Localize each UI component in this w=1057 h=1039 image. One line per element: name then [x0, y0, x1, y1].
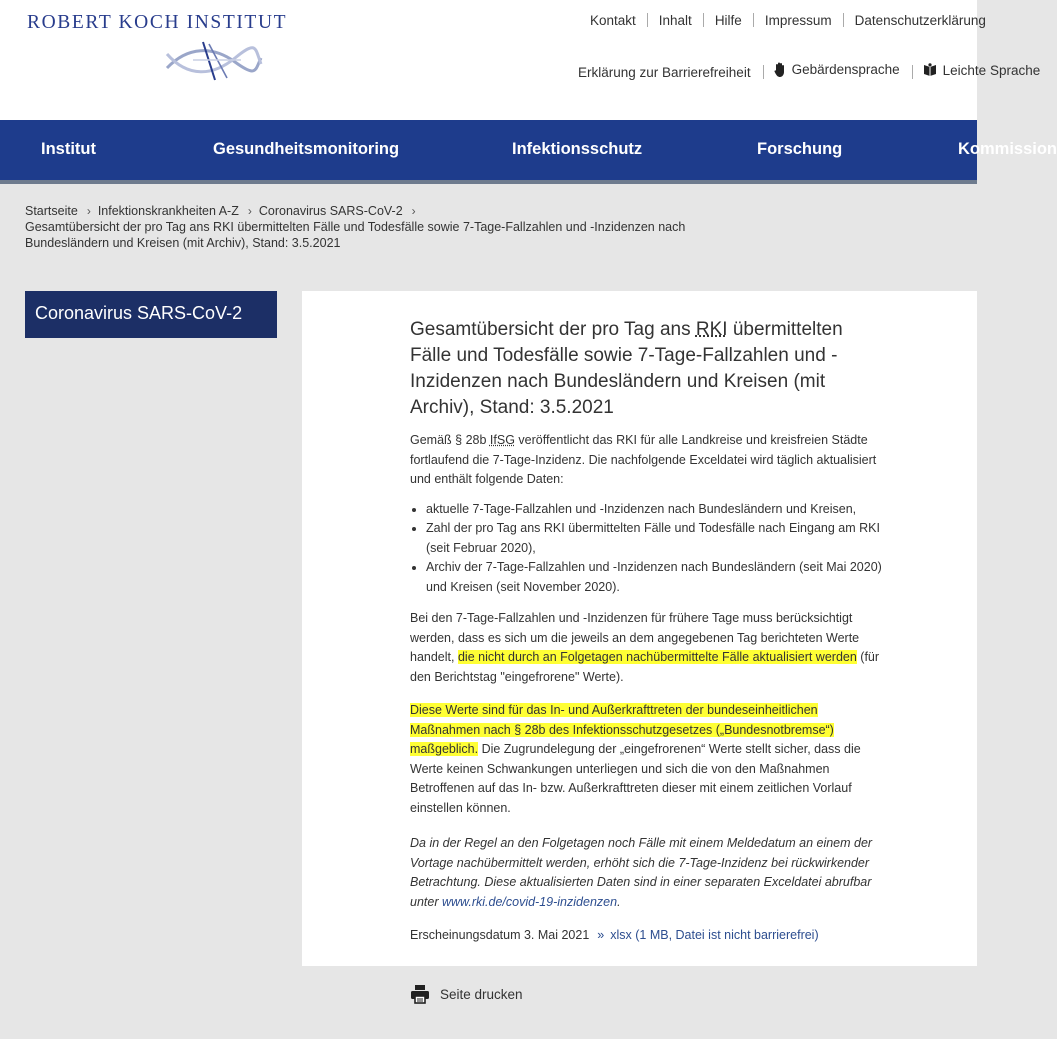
logo-text: ROBERT KOCH INSTITUT: [27, 12, 288, 33]
paragraph-text: Bei den 7-Tage-Fallzahlen und -Inzidenzen für frühere Tage muss berücksichtigt werden, dass es sich um die jeweils an dem angegebenen Tag berichteten Werte handelt,: [410, 611, 860, 664]
divider: [763, 65, 764, 79]
list-item: • aktuelle 7-Tage-Fallzahlen und -Inzidenzen nach Bundesländern und Kreisen,: [426, 500, 882, 520]
main-nav: [0, 120, 1057, 184]
service-nav: [590, 13, 986, 28]
main-content: [302, 291, 977, 966]
accessibility-statement-link[interactable]: Erklärung zur Barrierefreiheit: [578, 65, 751, 80]
note-text: .: [617, 894, 621, 909]
list-item: • Archiv der 7-Tage-Fallzahlen und -Inzidenzen nach Bundesländern (seit Mai 2020) und Kreisen (seit November 2020).: [426, 558, 882, 597]
publication-date: Erscheinungsdatum 3. Mai 2021: [410, 928, 590, 942]
data-list: [410, 500, 882, 598]
note-paragraph: [410, 834, 882, 912]
chevron-right-icon: ›: [86, 204, 91, 218]
breadcrumb-item-infektionskrankheiten[interactable]: Infektionskrankheiten A-Z: [97, 204, 239, 218]
breadcrumb-current: Gesamtübersicht der pro Tag ans RKI übermittelten Fälle und Todesfälle sowie 7-Tage-Fallzahlen und -Inzidenzen nach Bundesländern und Kreisen (mit Archiv), Stand: 3.5.2021: [25, 220, 686, 250]
frozen-values-paragraph: [410, 609, 882, 687]
service-link-impressum[interactable]: Impressum: [764, 13, 832, 28]
easy-language-link[interactable]: [923, 63, 1041, 78]
breadcrumb-item-coronavirus[interactable]: Coronavirus SARS-CoV-2: [258, 204, 403, 218]
xlsx-download-link[interactable]: xlsx (1 MB, Datei ist nicht barrierefrei): [610, 928, 819, 942]
print-label: Seite drucken: [440, 986, 523, 1002]
intro-text: veröffentlicht das RKI für alle Landkreise und kreisfreien Städte fortlaufend die 7-Tage-Inzidenz. Die nachfolgende Exceldatei wird täglich aktualisiert und enthält folgende Daten:: [410, 433, 877, 486]
intro-paragraph: [410, 431, 882, 490]
nav-item-gesundheitsmonitoring[interactable]: Gesundheitsmonitoring: [213, 140, 400, 158]
easy-language-label: Leichte Sprache: [942, 62, 1041, 78]
rki-logo[interactable]: [27, 12, 287, 82]
note-text: Da in der Regel an den Folgetagen noch Fälle mit einem Meldedatum an einem der Vortage nachübermittelt werden, erhöht sich die 7-Tage-Inzidenz bei rückwirkender Betrachtung. Diese aktualisierten Daten sind in einer separaten Exceldatei abrufbar unter: [410, 836, 873, 909]
divider: [843, 13, 844, 27]
title-text: Gesamtübersicht der pro Tag ans: [410, 319, 696, 340]
title-text: übermittelten Fälle und Todesfälle sowie 7-Tage-Fallzahlen und -Inzidenzen nach Bundesländern und Kreisen (mit Archiv), Stand: 3.5.2021: [410, 319, 843, 418]
sign-language-link[interactable]: [774, 62, 900, 77]
nav-item-forschung[interactable]: Forschung: [757, 140, 843, 158]
paragraph-text: Die Zugrundelegung der „eingefrorenen“ Werte stellt sicher, dass die Werte keinen Schwankungen unterliegen und sich die von den Maßnahmen Betroffenen auf das In- bzw. Außerkrafttreten dieser mit einem zeitlichen Vorlauf einstellen können.: [410, 742, 861, 815]
abbr-rki: RKI: [695, 319, 728, 340]
printer-icon: [410, 984, 430, 1004]
nav-item-institut[interactable]: Institut: [41, 140, 96, 158]
site-header: [0, 0, 1041, 120]
page-title: [410, 317, 882, 421]
inzidenzen-link[interactable]: www.rki.de/covid-19-inzidenzen: [441, 894, 618, 909]
service-link-inhalt[interactable]: Inhalt: [658, 13, 692, 28]
nav-item-infektionsschutz[interactable]: Infektionsschutz: [512, 140, 643, 158]
chevron-right-icon: ›: [247, 204, 252, 218]
divider: [753, 13, 754, 27]
book-icon: [923, 63, 937, 77]
abbr-ifsg: IfSG: [489, 433, 515, 447]
accessibility-nav: [578, 62, 1040, 80]
paragraph-text: (für den Berichtstag "eingefrorene" Werte).: [410, 650, 880, 684]
divider: [912, 65, 913, 79]
intro-text: Gemäß § 28b: [410, 433, 490, 447]
highlighted-text: die nicht durch an Folgetagen nachübermittelte Fälle aktualisiert werden: [457, 650, 857, 664]
list-item: • Zahl der pro Tag ans RKI übermittelten Fälle und Todesfälle nach Eingang am RKI (seit Februar 2020),: [426, 519, 882, 558]
sign-language-label: Gebärdensprache: [791, 62, 900, 77]
service-link-datenschutz[interactable]: Datenschutzerklärung: [854, 13, 986, 28]
service-link-kontakt[interactable]: Kontakt: [590, 13, 636, 28]
link-arrow-icon: »: [597, 928, 605, 942]
breadcrumb-item-startseite[interactable]: Startseite: [25, 204, 78, 218]
article: [410, 317, 882, 956]
service-link-hilfe[interactable]: Hilfe: [714, 13, 742, 28]
chevron-right-icon: ›: [411, 204, 416, 218]
hand-icon: [774, 62, 786, 77]
breadcrumb: [25, 203, 745, 251]
sidebar-section-title[interactable]: Coronavirus SARS-CoV-2: [25, 291, 277, 338]
divider: [703, 13, 704, 27]
print-page-button[interactable]: [410, 984, 523, 1004]
divider: [647, 13, 648, 27]
dna-logo-icon: [163, 38, 263, 82]
bundesnotbremse-paragraph: [410, 701, 882, 818]
nav-item-kommission[interactable]: Kommission: [958, 140, 1057, 158]
download-line: [410, 926, 882, 946]
highlighted-text: Diese Werte sind für das In- und Außerkrafttreten der bundeseinheitlichen Maßnahmen nach § 28b des Infektionsschutzgesetzes („Bundesnotbremse“) maßgeblich.: [410, 703, 834, 756]
